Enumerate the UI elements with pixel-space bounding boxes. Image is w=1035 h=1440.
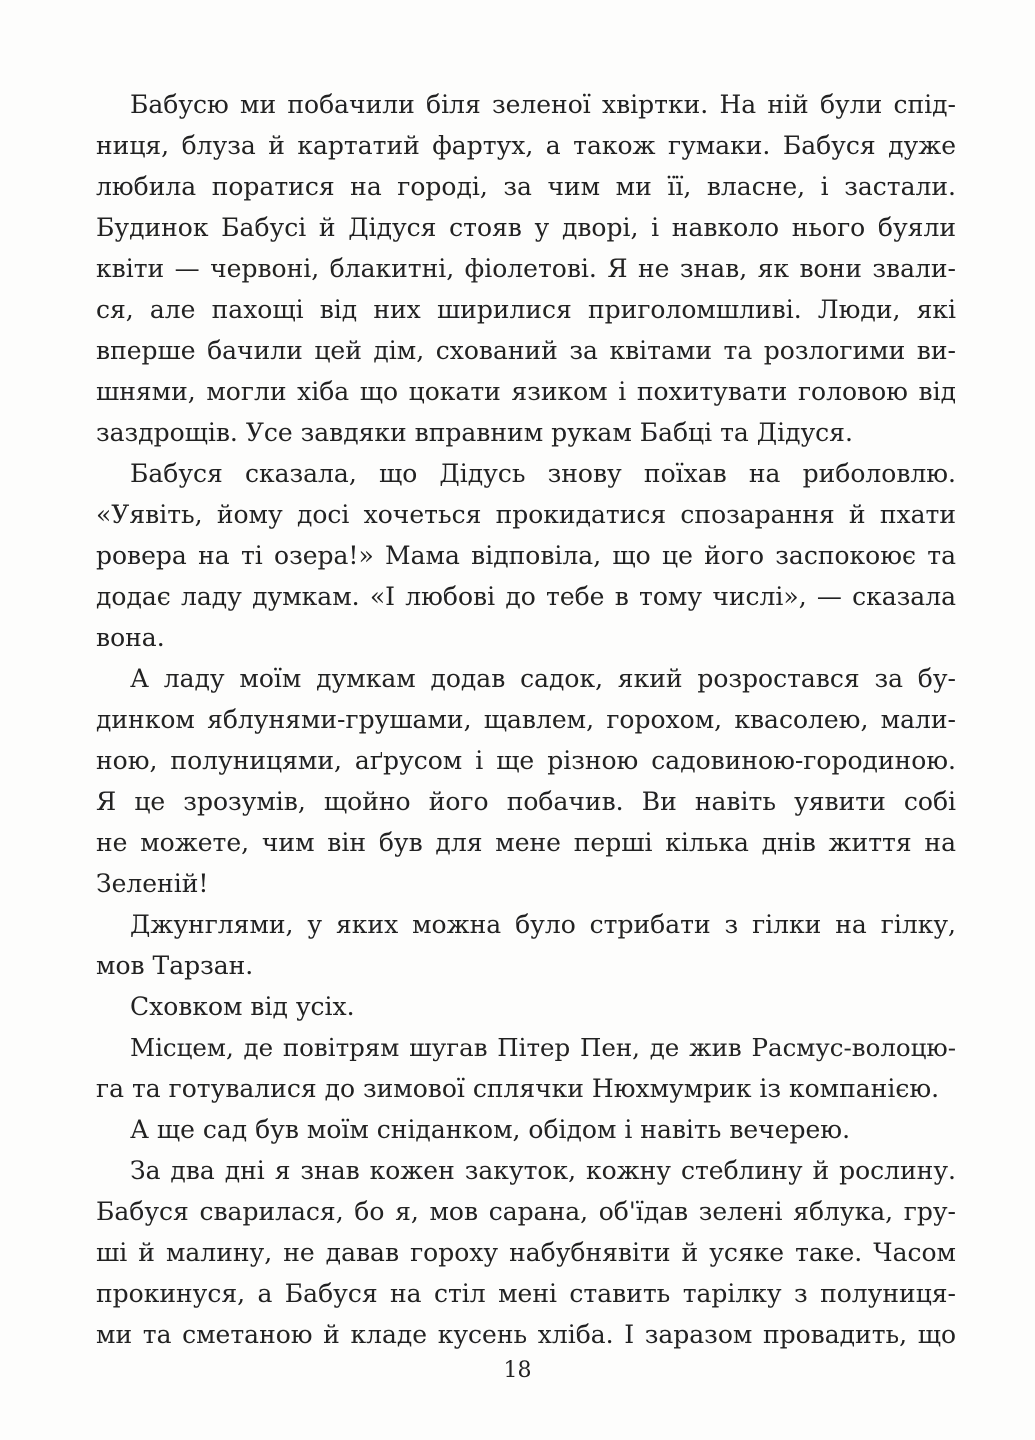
- text-line: Будинок Бабусі й Дідуся стояв у дворі, і навколо нього буяли: [96, 213, 956, 242]
- text-line: А ще сад був моїм сніданком, обідом і навіть вечерею.: [130, 1115, 851, 1144]
- text-line: Я це зрозумів, щойно його побачив. Ви навіть уявити собі: [96, 787, 956, 816]
- text-line: Місцем, де повітрям шугав Пітер Пен, де жив Расмус-волоцю-: [130, 1033, 956, 1062]
- text-line: вперше бачили цей дім, схований за квітами та розлогими ви-: [96, 336, 956, 365]
- text-line: Джунглями, у яких можна було стрибати з гілки на гілку,: [130, 910, 956, 939]
- text-line: Бабусю ми побачили біля зеленої хвіртки. На ній були спід-: [130, 90, 956, 119]
- text-line: ми та сметаною й кладе кусень хліба. І заразом провадить, що: [96, 1320, 956, 1349]
- body-text: [96, 84, 956, 1355]
- text-line: мов Тарзан.: [96, 951, 254, 980]
- text-line: ровера на ті озера!» Мама відповіла, що це його заспокоює та: [96, 541, 956, 570]
- text-line: Сховком від усіх.: [130, 992, 355, 1021]
- text-line: ші й малину, не давав гороху набубнявіти й усяке таке. Часом: [96, 1238, 956, 1267]
- text-line: додає ладу думкам. «І любові до тебе в тому числі», — сказала: [96, 582, 956, 611]
- text-line: прокинуся, а Бабуся на стіл мені ставить тарілку з полуниця-: [96, 1279, 956, 1308]
- text-line: квіти — червоні, блакитні, фіолетові. Я не знав, як вони звали-: [96, 254, 956, 283]
- text-line: «Уявіть, йому досі хочеться прокидатися спозарання й пхати: [96, 500, 956, 529]
- text-line: А ладу моїм думкам додав садок, який розростався за бу-: [130, 664, 956, 693]
- text-line: га та готувалися до зимової сплячки Нюхмумрик із компанією.: [96, 1074, 940, 1103]
- text-line: не можете, чим він був для мене перші кілька днів життя на: [96, 828, 956, 857]
- text-line: любила поратися на городі, за чим ми її, власне, і застали.: [96, 172, 956, 201]
- text-line: Бабуся сварилася, бо я, мов сарана, об'їдав зелені яблука, гру-: [96, 1197, 956, 1226]
- text-line: ною, полуницями, аґрусом і ще різною садовиною-городиною.: [96, 746, 956, 775]
- text-line: Зеленій!: [96, 869, 209, 898]
- page-number: 18: [503, 1358, 532, 1383]
- text-line: ниця, блуза й картатий фартух, а також гумаки. Бабуся дуже: [96, 131, 956, 160]
- text-line: динком яблунями-грушами, щавлем, горохом, квасолею, мали-: [96, 705, 956, 734]
- text-line: заздрощів. Усе завдяки вправним рукам Бабці та Дідуся.: [96, 418, 853, 447]
- text-line: ся, але пахощі від них ширилися приголомшливі. Люди, які: [96, 295, 956, 324]
- text-line: вона.: [96, 623, 165, 652]
- text-line: За два дні я знав кожен закуток, кожну стеблину й рослину.: [130, 1156, 956, 1185]
- text-line: шнями, могли хіба що цокати язиком і похитувати головою від: [96, 377, 956, 406]
- text-line: Бабуся сказала, що Дідусь знову поїхав на риболовлю.: [130, 459, 956, 488]
